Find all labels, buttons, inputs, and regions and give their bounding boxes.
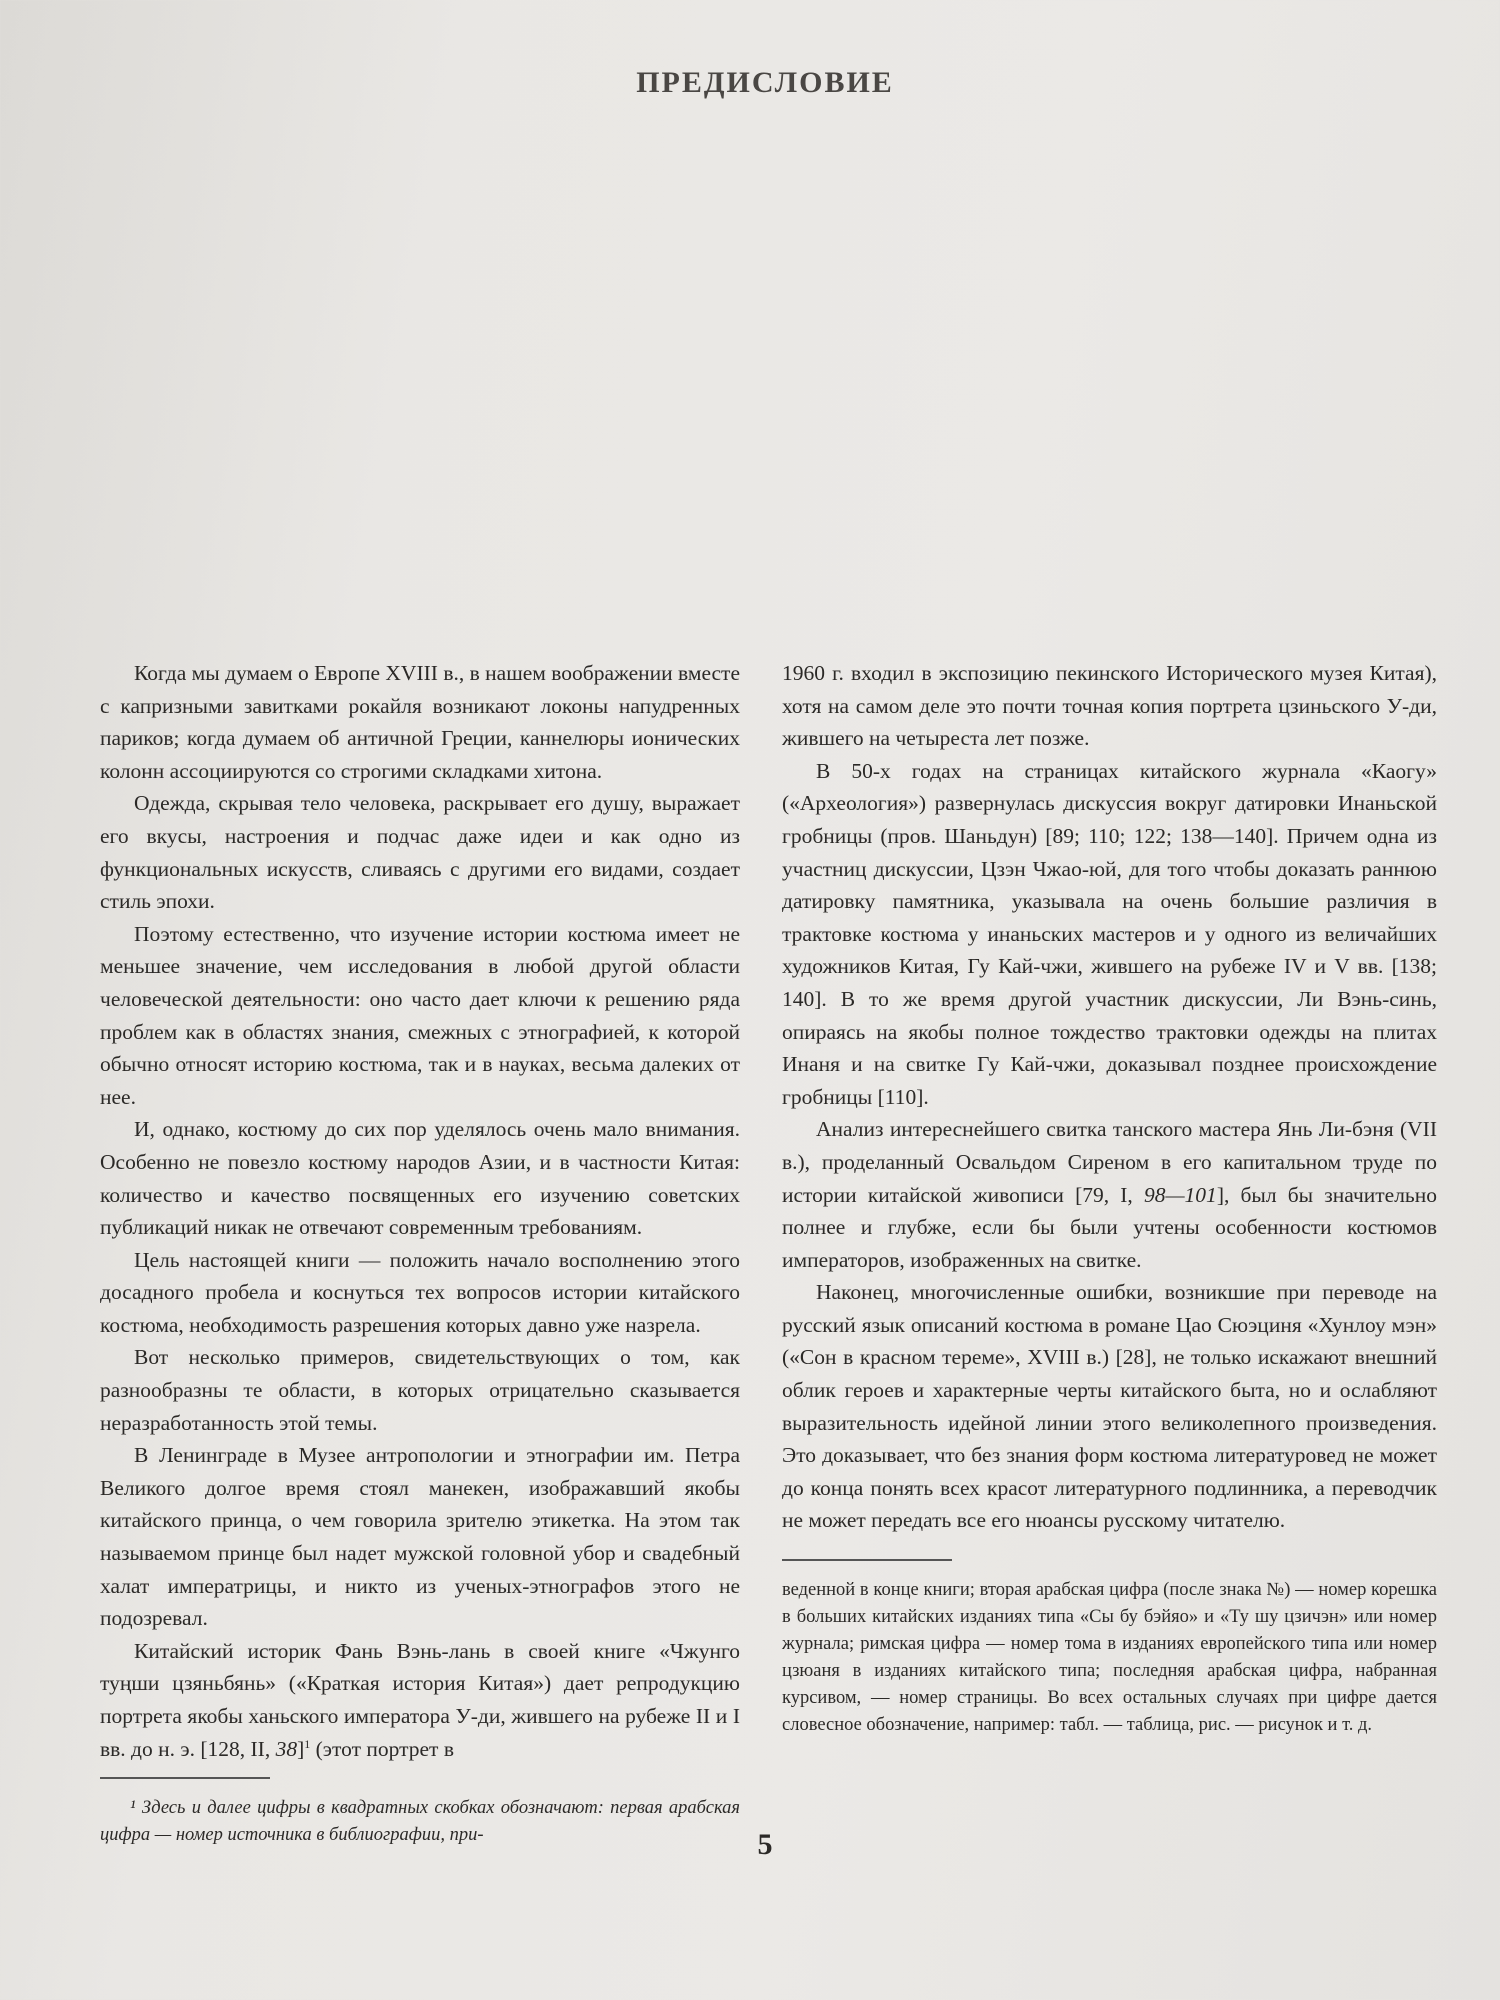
paragraph: Цель настоящей книги — положить начало восполнению этого досадного пробела и коснуться тех вопросов истории китайского костюма, необходимость разрешения которых давно уже назрела. (100, 1247, 740, 1337)
page-title: ПРЕДИСЛОВИЕ (636, 66, 894, 99)
text: (этот портрет в (310, 1736, 454, 1761)
right-column (782, 657, 1437, 1739)
text: Анализ интереснейшего свитка танского мастера Янь Ли-бэня (VII в.), проделанный Освальдом Сиреном в его капитальном труде по истории китайской живописи [79, I, (782, 1117, 1437, 1207)
text: Китайский историк Фань Вэнь-лань в своей книге «Чжунго туңши цзяньбянь» («Краткая история Китая») дает репродукцию портрета якобы ханьского императора У-ди, жившего на рубеже II и I вв. до н. э. [128, II, (100, 1638, 740, 1761)
footnote-divider (100, 1777, 270, 1779)
footnote-mark: 1 (304, 1736, 311, 1751)
footnote-continuation (782, 1577, 1437, 1739)
paragraph: Когда мы думаем о Европе XVIII в., в нашем воображении вместе с капризными завитками рокайля возникают локоны напудренных париков; когда думаем об античной Греции, каннелюры ионических колонн ассоциируются со строгими складками хитона. (100, 661, 740, 783)
paragraph: Наконец, многочисленные ошибки, возникшие при переводе на русский язык описаний костюма в романе Цао Сюэциня «Хунлоу мэн» («Сон в красном тереме», XVIII в.) [28], не только искажают внешний облик героев и характерные черты китайского быта, но и ослабляют выразительность идейной линии этого великолепного произведения. Это доказывает, что без знания форм костюма литературовед не может до конца понять всех красот литературного подлинника, а переводчик не может передать все его нюансы русскому читателю. (782, 1280, 1437, 1533)
page-ref-italic: 38 (275, 1736, 298, 1761)
paragraph: Поэтому естественно, что изучение истории костюма имеет не меньшее значение, чем исследования в любой другой области человеческой деятельности: оно часто дает ключи к решению ряда проблем как в областях знания, смежных с этнографией, к которой обычно относят историю костюма, так и в науках, весьма далеких от нее. (100, 921, 740, 1109)
paragraph: 1960 г. входил в экспозицию пекинского Исторического музея Китая), хотя на самом деле это почти точная копия портрета цзиньского У-ди, жившего на четыреста лет позже. (782, 661, 1437, 751)
text: ] (297, 1736, 305, 1761)
paragraph (782, 1113, 1437, 1276)
footnote-divider (782, 1559, 952, 1561)
paragraph: Вот несколько примеров, свидетельствующих о том, как разнообразны те области, в которых отрицательно сказывается неразработанность этой темы. (100, 1345, 740, 1435)
page-ref-italic: 98—101 (1143, 1182, 1217, 1207)
paragraph (100, 1635, 740, 1765)
paragraph: В Ленинграде в Музее антропологии и этнографии им. Петра Великого долгое время стоял манекен, изображавший якобы китайского принца, о чем говорила зрителю этикетка. На этом так называемом принце был надет мужской головной убор и свадебный халат императрицы, и никто из ученых-этнографов этого не подозревал. (100, 1443, 740, 1631)
page-number: 5 (757, 1828, 773, 1861)
paragraph: Одежда, скрывая тело человека, раскрывает его душу, выражает его вкусы, настроения и подчас даже идеи и как одно из функциональных искусств, сливаясь с другими его видами, создает стиль эпохи. (100, 791, 740, 914)
footnote-text: ¹ Здесь и далее цифры в квадратных скобках обозначают: первая арабская цифра — номер источника в библиографии, при- (100, 1798, 740, 1846)
footnote-text: веденной в конце книги; вторая арабская цифра (после знака №) — номер корешка в больших китайских изданиях типа «Сы бу бэйяо» и «Ту шу цзичэн» или номер журнала; римская цифра — номер тома в изданиях европейского типа или номер цзюаня в изданиях китайского типа; последняя арабская цифра, набранная курсивом, — номер страницы. Во всех остальных случаях при цифре дается словесное обозначение, например: табл. — таблица, рис. — рисунок и т. д. (782, 1580, 1437, 1736)
text: ], был бы значительно полнее и глубже, если бы были учтены особенности костюмов императоров, изображенных на свитке. (782, 1182, 1437, 1272)
paragraph: И, однако, костюму до сих пор уделялось очень мало внимания. Особенно не повезло костюму народов Азии, и в частности Китая: количество и качество посвященных его изучению советских публикаций никак не отвечают современным требованиям. (100, 1117, 740, 1240)
left-column (100, 657, 740, 1849)
paragraph: В 50-х годах на страницах китайского журнала «Каогу» («Археология») развернулась дискуссия вокруг датировки Инаньской гробницы (пров. Шаньдун) [89; 110; 122; 138—140]. Причем одна из участниц дискуссии, Цзэн Чжао-юй, для того чтобы доказать раннюю датировку памятника, указывала на очень большие различия в трактовке костюма у инаньских мастеров и у одного из величайших художников Китая, Гу Кай-чжи, жившего на рубеже IV и V вв. [138; 140]. В то же время другой участник дискуссии, Ли Вэнь-синь, опираясь на якобы полное тождество трактовки одежды на плитах Инаня и на свитке Гу Кай-чжи, доказывал позднее происхождение гробницы [110]. (782, 758, 1437, 1109)
